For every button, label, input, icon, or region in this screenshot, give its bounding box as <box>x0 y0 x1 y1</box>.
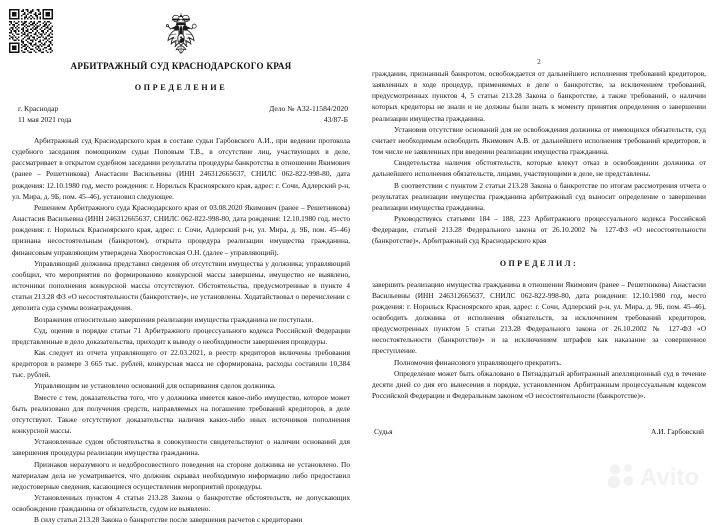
signature-block <box>372 427 706 436</box>
paragraph: Решением Арбитражного суда Краснодарского края от 03.08.2020 Якимович (ранее – Решетникова) Анастасия Васильевна (ИНН 246312665637, СНИЛС 062-822-998-80, дата рождения: 12.10.1980 год, место рождения: г. Норильск Красноярского края, адрес: г. Сочи, Адлерский р-н, ул. Мира, д. 9Б, пом. 45–46) признана несостоятельным (банкротом), открыта процедура реализации имущества гражданина, финансовым управляющим утверждена Хворостовская О.Н. (далее – управляющий). <box>12 202 350 257</box>
page-2 <box>360 0 720 504</box>
page-title: АРБИТРАЖНЫЙ СУД КРАСНОДАРСКОГО КРАЯ <box>70 61 292 71</box>
date-label: 11 мая 2021 года <box>18 115 72 124</box>
paragraph: Как следует из отчета управляющего от 22.03.2021, в реестр кредиторов включены требования кредиторов в размере 3 665 тыс. рублей, конкурсная масса не сформирована, расходы составили 10,384 тыс. рублей. <box>12 347 350 380</box>
paragraph: Свидетельства наличия обстоятельств, которые влекут отказ в освобождении должника от дальнейшего исполнения обязательств, лицами, участвующими в деле, не представлены. <box>372 158 706 179</box>
paragraph: Установленных пунктом 4 статьи 213.28 Закона о банкротстве обстоятельств, не допускающих освобождение гражданина от обязательств, судом не выявлено. <box>12 493 350 514</box>
paragraph: Определение может быть обжаловано в Пятнадцатый арбитражный апелляционный суд в течение десяти дней со дня его вынесения в порядке, установленном Арбитражным процессуальным кодексом Российской Федерации и Федеральным законом «О несостоятельности (банкротстве)». <box>372 368 706 401</box>
page-number: 2 <box>537 58 541 66</box>
paragraph: Полномочия финансового управляющего прекратить. <box>394 357 562 367</box>
paragraph: В силу статьи 213.28 Закона о банкротстве после завершения расчетов с кредиторами <box>34 515 303 525</box>
case-number-label: Дело № А32-11584/2020 <box>269 104 348 113</box>
paragraph: гражданин, признанный банкротом, освобождается от дальнейшего исполнения требований кредиторов, заявленных в ходе процедур, применяемых в деле о банкротстве, за исключением требований, предусмотренных пунктов 4, 5 статьи 213.28 Закона о банкротстве, а также требований, о наличии которых кредиторы не знали и не должны были знать к моменту принятия определения о завершении реализации имущества гражданина. <box>372 69 706 123</box>
paragraph: Управляющий должника представил сведения об отсутствии имущества у должника; управляющий сообщил, что мероприятия по формированию конкурсной массы завершены, имущество не выявлено, источники пополнения конкурсной массы отсутствуют. Обстоятельства, предусмотренные в пункте 4 статьи 213.28 ФЗ «О несостоятельности (банкротстве)», не установлены. Ходатайствовал о перечислении с депозита суда суммы вознаграждения. <box>12 258 350 313</box>
russian-coat-of-arms-icon <box>12 12 350 60</box>
document-kind-heading: ОПРЕДЕЛЕНИЕ <box>134 83 228 92</box>
paragraph: Возражения относительно завершения реализации имущества гражданина не поступали. <box>34 314 314 324</box>
paragraph: завершить реализацию имущества гражданина в отношении Якимович (ранее – Решетникова) Анастасии Васильевны (ИНН 246312665637, СНИЛС 062-822-998-80, дата рождения: 12.10.1980 год, место рождения: г. Норильск Красноярского края, адрес: г. Сочи, Адлерский р-н, ул. Мира, д. 9Б, пом. 45–46), освободить должника от исполнения обязательств, за исключением требований кредиторов, предусмотренных пунктом 5 статьи 213.28 Федерального закона от 26.10.2002 № 127-ФЗ «О несостоятельности (банкротстве)» и за исключением штрафов как наказание за совершенное преступление. <box>372 279 706 356</box>
paragraph: Суд, оценив в порядке статьи 71 Арбитражного процессуального кодекса Российской Федерации представленные в дело доказательства, приходит к выводу о необходимости завершения процедуры. <box>12 325 350 346</box>
city-label: г. Краснодар <box>18 104 59 113</box>
signature-name-label: А.И. Гарбовский <box>651 427 704 437</box>
page-1-body <box>12 135 350 525</box>
qr-code-icon <box>9 9 53 53</box>
case-identifiers <box>269 103 350 125</box>
paragraph: Арбитражный суд Краснодарского края в составе судьи Гарбовского А.И., при ведении протокола судебного заседания помощником судьи Поповым Т.В., в отсутствие лиц, участвующих в деле, рассматривает в открытом судебном заседании результаты процедуры банкротства в отношении Якимович (ранее – Решетникова) Анастасии Васильевны (ИНН 246312665637, СНИЛС 062-822-998-80, дата рождения: 12.10.1980 год, место рождения: г. Норильск Красноярского края, адрес: г. Сочи, Адлерский р-н, ул. Мира, д. 9Б, пом. 45–46), установил следующее. <box>12 136 350 201</box>
paragraph: В соответствии с пунктом 2 статьи 213.28 Закона о банкротстве по итогам рассмотрения отчета о результатах реализации имущества гражданина арбитражный суд выносит определение о завершении реализации имущества гражданина. <box>372 180 706 212</box>
case-index-label: 43/87-Б <box>323 115 348 124</box>
paragraph: Установив отсутствие оснований для не освобождения должника от имеющихся обязательств, суд считает необходимым освободить Якимович А.В. от дальнейшего исполнения требований кредиторов, в том числе не заявленных при введении реализации имущества гражданина. <box>372 124 706 157</box>
paragraph: Руководствуясь статьями 184 – 188, 223 Арбитражного процессуального кодекса Российской Федерации, статьей 213.28 Федерального закона от 26.10.2002 № 127-ФЗ «О несостоятельности (банкротстве)», Арбитражный суд Краснодарского края <box>372 214 706 246</box>
paragraph: Управляющим не установлено оснований для оспаривания сделок должника. <box>34 381 276 391</box>
paragraph: Установленные судом обстоятельства в совокупности свидетельствуют о наличии оснований для завершения процедуры реализации имущества гражданина. <box>12 437 350 458</box>
paragraph: Вместе с тем, доказательства того, что у должника имеется какое-либо имущество, которое может быть реализовано для получения средств, направляемых на погашение требований кредиторов, в деле отсутствуют. Также отсутствуют доказательства наличия каких-либо иных источников пополнения конкурсной массы. <box>12 392 350 436</box>
page-2-body-bottom <box>372 279 706 402</box>
page-2-body-top <box>372 68 706 247</box>
document-meta <box>12 103 350 125</box>
signature-role-label: Судья <box>374 427 393 437</box>
ruling-heading: ОПРЕДЕЛИЛ: <box>499 258 579 268</box>
svg-text:Avito: Avito <box>640 464 700 490</box>
place-and-date <box>12 103 72 125</box>
paragraph: Признаков неразумного и недобросовестного поведения на стороне должника не установлено. По материалам дела не усматривается, что должник скрывал необходимую информацию либо предоставил недостоверные сведения, касающиеся осуществления мероприятий процедуры. <box>12 459 350 491</box>
